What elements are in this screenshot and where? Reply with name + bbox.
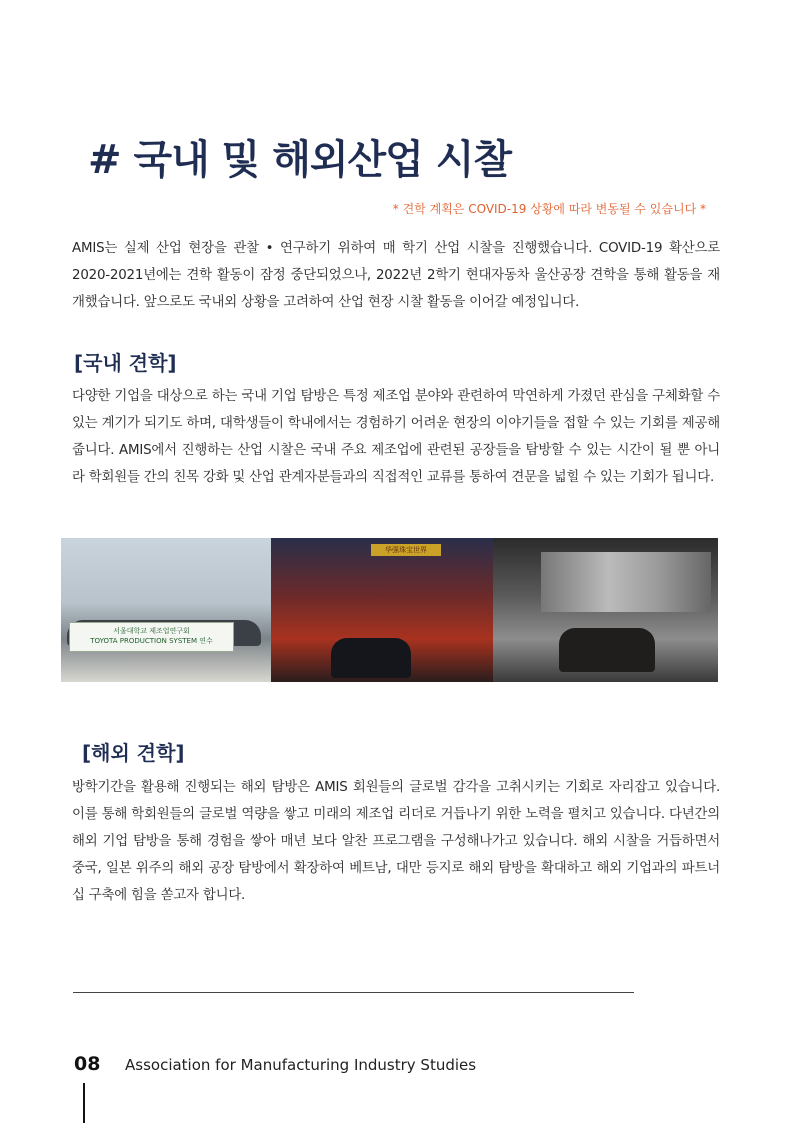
photo-sign: 华强珠宝世界 [371,544,441,556]
footer-divider [73,992,634,993]
intro-paragraph: AMIS는 실제 산업 현장을 관찰 • 연구하기 위하여 매 학기 산업 시찰을 진행했습니다. COVID-19 확산으로 2020-2021년에는 견학 활동이 잠정 중단되었으나, 2022년 2학기 현대자동차 울산공장 견학을 통해 활동을 재개했습니다. 앞으로도 국내외 상황을 고려하여 산업 현장 시찰 활동을 이어갈 예정입니다. [72,241,720,310]
overseas-heading: [해외 견학] [82,741,185,765]
org-name: Association for Manufacturing Industry Studies [125,1056,477,1074]
photo-strip [61,538,718,682]
page-title: # 국내 및 해외산업 시찰 [88,137,511,183]
footer-vertical-bar [83,1083,85,1123]
domestic-heading: [국내 견학] [74,351,177,375]
page-number: 08 [74,1053,101,1075]
photo-crowd [331,638,411,678]
photo-group-banner [61,538,271,682]
banner-line-1: 서울대학교 제조업연구회 [113,627,190,635]
domestic-paragraph: 다양한 기업을 대상으로 하는 국내 기업 탐방은 특정 제조업 분야와 관련하여 막연하게 가졌던 관심을 구체화할 수 있는 계기가 되기도 하며, 대학생들이 학내에서는 경험하기 어려운 현장의 이야기들을 접할 수 있는 기회를 제공해줍니다. AMIS에서 진행하는 산업 시찰은 국내 주요 제조업에 관련된 공장들을 탐방할 수 있는 시간이 될 뿐 아니라 학회원들 간의 친목 강화 및 산업 관계자분들과의 직접적인 교류를 통하여 견문을 넓힐 수 있는 기회가 됩니다. [72,389,720,485]
photo-night-street [271,538,493,682]
overseas-paragraph: 방학기간을 활용해 진행되는 해외 탐방은 AMIS 회원들의 글로벌 감각을 고취시키는 기회로 자리잡고 있습니다. 이를 통해 학회원들의 글로벌 역량을 쌓고 미래의 제조업 리더로 거듭나기 위한 노력을 펼치고 있습니다. 다년간의 해외 기업 탐방을 통해 경험을 쌓아 매년 보다 알찬 프로그램을 구성해나가고 있습니다. 해외 시찰을 거듭하면서 중국, 일본 위주의 해외 공장 탐방에서 확장하여 베트남, 대만 등지로 해외 탐방을 확대하고 해외 기업과의 파트너십 구축에 힘을 쏟고자 합니다. [72,780,720,903]
banner-line-2: TOYOTA PRODUCTION SYSTEM 연수 [90,637,213,645]
covid-notice: * 견학 계획은 COVID-19 상황에 따라 변동될 수 있습니다 * [392,202,706,216]
photo-banner [69,622,234,652]
photo-crowd [559,628,655,672]
photo-museum-group [493,538,718,682]
photo-wall-art [541,552,711,612]
